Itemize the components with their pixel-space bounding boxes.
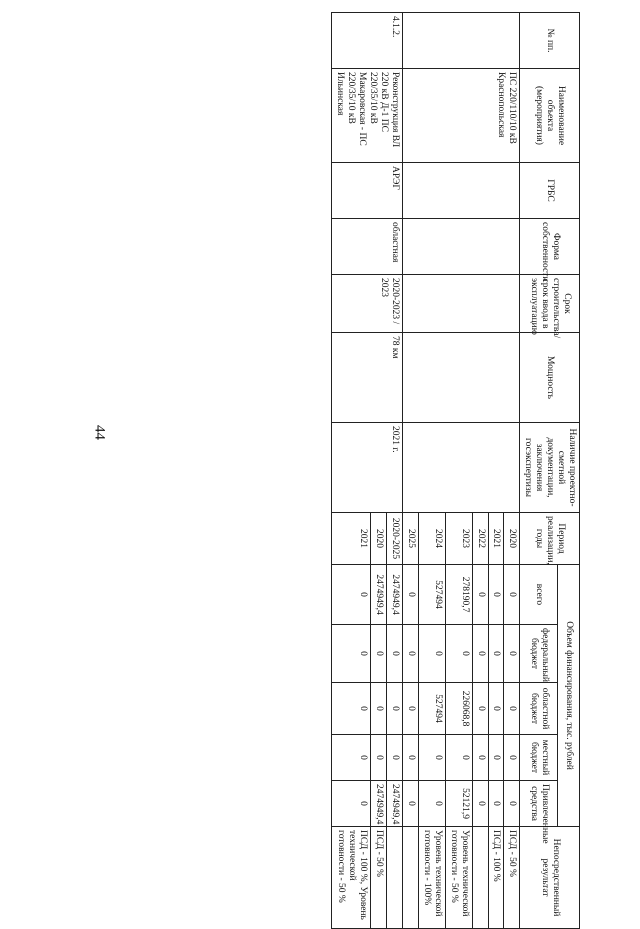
cell-result <box>472 827 488 929</box>
cell-grbs <box>403 163 520 219</box>
cell-local: 0 <box>488 735 504 781</box>
cell-attracted: 0 <box>488 781 504 827</box>
cell-federal: 0 <box>504 625 520 683</box>
header-capacity: Мощность <box>520 333 580 423</box>
cell-year: 2020-2025 <box>386 513 402 565</box>
header-docs: Наличие проектно-сметной документации, заключения госэкспертизы <box>520 423 580 513</box>
cell-total: 278190,7 <box>445 565 472 625</box>
cell-year: 2020 <box>504 513 520 565</box>
cell-local: 0 <box>403 735 419 781</box>
cell-regional: 0 <box>504 683 520 735</box>
header-result: Непосредственный результат <box>520 827 580 929</box>
header-grbs: ГРБС <box>520 163 580 219</box>
cell-docs: 2021 г. <box>332 423 403 513</box>
cell-attracted: 0 <box>504 781 520 827</box>
cell-attracted: 52121,9 <box>445 781 472 827</box>
cell-federal: 0 <box>472 625 488 683</box>
table-row <box>504 13 520 929</box>
cell-docs <box>403 423 520 513</box>
cell-federal: 0 <box>403 625 419 683</box>
rotated-table-wrapper <box>118 12 580 920</box>
cell-year: 2022 <box>472 513 488 565</box>
cell-terms <box>403 275 520 333</box>
cell-num: 4.1.2. <box>332 13 403 69</box>
cell-regional: 527494 <box>418 683 445 735</box>
cell-total: 2474949,4 <box>370 565 386 625</box>
cell-result: ПСД - 50 % <box>504 827 520 929</box>
cell-year: 2021 <box>488 513 504 565</box>
cell-result: ПСД - 100 % <box>488 827 504 929</box>
cell-federal: 0 <box>386 625 402 683</box>
cell-year: 2020 <box>370 513 386 565</box>
header-terms: Срок строительства/ срок ввода в эксплуатацию <box>520 275 580 333</box>
page-number: 44 <box>91 425 108 440</box>
cell-regional: 226068,8 <box>445 683 472 735</box>
cell-total: 0 <box>504 565 520 625</box>
header-num: № пп. <box>520 13 580 69</box>
cell-result <box>386 827 402 929</box>
cell-attracted: 0 <box>403 781 419 827</box>
cell-result: Уровень технической готовности - 50 % <box>445 827 472 929</box>
header-ownership: Форма собственности <box>520 219 580 275</box>
cell-local: 0 <box>472 735 488 781</box>
cell-local: 0 <box>370 735 386 781</box>
cell-local: 0 <box>504 735 520 781</box>
cell-local: 0 <box>445 735 472 781</box>
header-federal: федеральный бюджет <box>520 625 557 683</box>
cell-regional: 0 <box>386 683 402 735</box>
cell-local: 0 <box>418 735 445 781</box>
cell-attracted: 2474949,4 <box>370 781 386 827</box>
header-name: Наименование объекта (мероприятия) <box>520 69 580 163</box>
cell-capacity: 78 км <box>332 333 403 423</box>
cell-regional: 0 <box>472 683 488 735</box>
cell-capacity <box>403 333 520 423</box>
header-regional: областной бюджет <box>520 683 557 735</box>
cell-num <box>403 13 520 69</box>
cell-regional: 0 <box>332 683 370 735</box>
cell-regional: 0 <box>488 683 504 735</box>
cell-result: ПСД - 50 % <box>370 827 386 929</box>
cell-federal: 0 <box>445 625 472 683</box>
cell-year: 2025 <box>403 513 419 565</box>
cell-grbs: АРЭГ <box>332 163 403 219</box>
header-attracted: Привлеченные средства <box>520 781 557 827</box>
cell-name: ПС 220/110/10 кВ Краснопольская <box>403 69 520 163</box>
cell-federal: 0 <box>488 625 504 683</box>
table-row <box>386 13 402 929</box>
cell-federal: 0 <box>370 625 386 683</box>
cell-federal: 0 <box>332 625 370 683</box>
header-period: Период реализации, годы <box>520 513 580 565</box>
cell-total: 0 <box>332 565 370 625</box>
cell-name: Реконструкция ВЛ 220 кВ Д-1 ПС 220/35/10 кВ Макаровская - ПС 220/35/10 кВ Ильинская <box>332 69 403 163</box>
cell-attracted: 0 <box>332 781 370 827</box>
header-funding: Объем финансирования, тыс. рублей <box>557 565 579 827</box>
header-local: местный бюджет <box>520 735 557 781</box>
cell-regional: 0 <box>403 683 419 735</box>
cell-attracted: 2474949,4 <box>386 781 402 827</box>
cell-federal: 0 <box>418 625 445 683</box>
cell-year: 2023 <box>445 513 472 565</box>
cell-year: 2021 <box>332 513 370 565</box>
cell-attracted: 0 <box>418 781 445 827</box>
cell-total: 0 <box>488 565 504 625</box>
cell-local: 0 <box>332 735 370 781</box>
cell-total: 527494 <box>418 565 445 625</box>
cell-ownership <box>403 219 520 275</box>
cell-result: ПСД - 100 %, Уровень технической готовности - 50 % <box>332 827 370 929</box>
cell-result <box>403 827 419 929</box>
header-total: всего <box>520 565 557 625</box>
finance-table <box>331 12 580 929</box>
cell-total: 0 <box>403 565 419 625</box>
cell-total: 0 <box>472 565 488 625</box>
cell-attracted: 0 <box>472 781 488 827</box>
cell-result: Уровень технической готовности - 100% <box>418 827 445 929</box>
cell-year: 2024 <box>418 513 445 565</box>
cell-terms: 2020-2023 / 2023 <box>332 275 403 333</box>
cell-total: 2474949,4 <box>386 565 402 625</box>
cell-regional: 0 <box>370 683 386 735</box>
cell-local: 0 <box>386 735 402 781</box>
cell-ownership: областная <box>332 219 403 275</box>
